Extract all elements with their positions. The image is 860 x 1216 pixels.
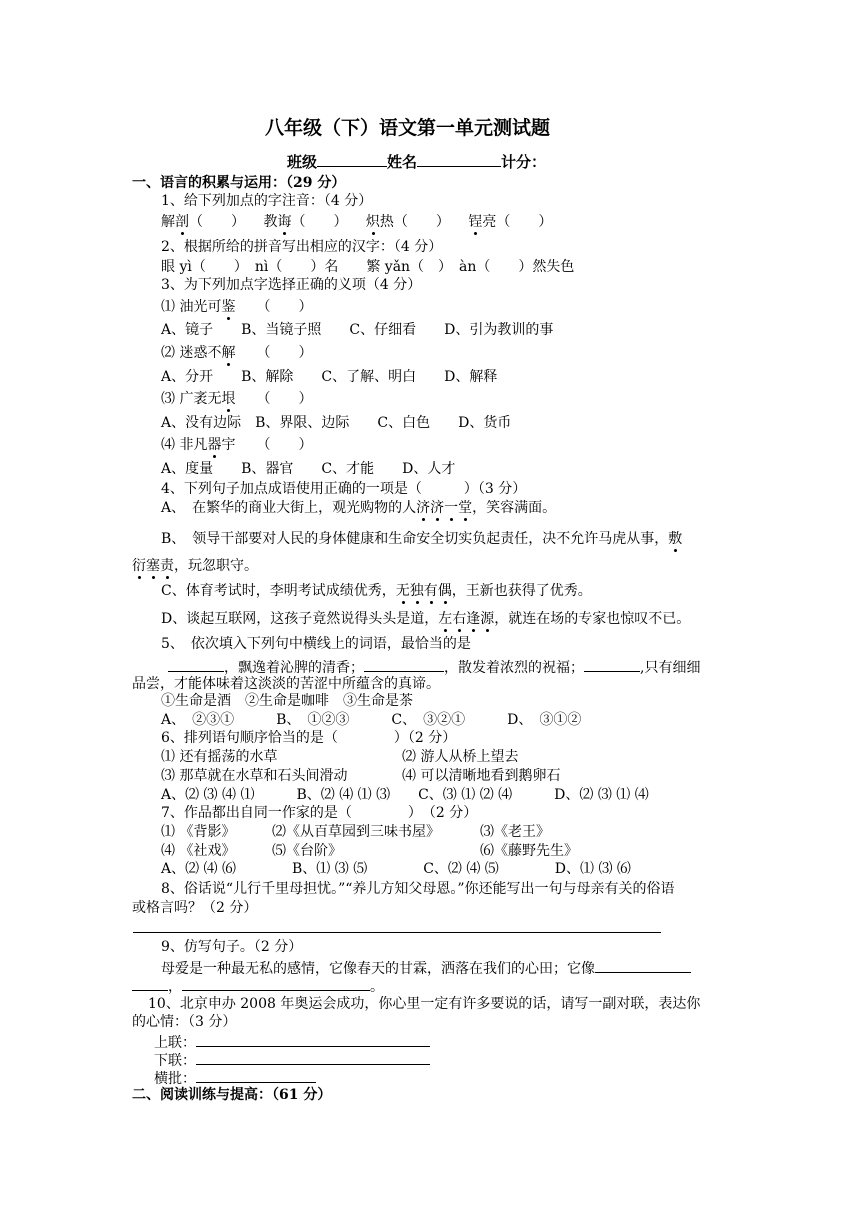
q10-prompt-cont: 的心情：（3 分） xyxy=(132,1014,237,1030)
q8-prompt-cont: 或格言吗？（2 分） xyxy=(132,900,258,916)
q5-sentence-cont: 品尝，才能体味着这淡淡的苦涩中所蕴含的真谛。 xyxy=(132,676,440,692)
q1-blank: （ ） xyxy=(291,214,348,230)
q2-prompt: 2、根据所给的拼音写出相应的汉字：（4 分） xyxy=(161,239,443,255)
upper-couplet-field[interactable] xyxy=(196,1032,430,1047)
q10-horizontal-scroll xyxy=(154,1068,316,1088)
score-label: 计分： xyxy=(501,153,547,171)
q3-options4: A、度量 B、器官 C、才能 D、人才 xyxy=(161,461,456,477)
q5-text: ，散发着浓烈的祝福； xyxy=(444,660,584,676)
q1-words xyxy=(161,213,552,231)
q5-blank-3[interactable] xyxy=(584,657,640,672)
q6-item3: ⑶ 那草就在水草和石头间滑动 xyxy=(161,768,348,784)
q5-text: ,只有细细 xyxy=(640,660,701,676)
q7-item1: ⑴ 《背影》 xyxy=(161,824,236,840)
class-field[interactable] xyxy=(317,152,387,167)
q4-text: B、 领导干部要对人民的身体健康和生命安全切实负起责任，决不允许马虎从事， xyxy=(161,531,669,547)
q2-line: 眼 yì（ ） nì（ ）名 繁 yǎn（ ） àn（ ）然失色 xyxy=(161,259,575,275)
emphasis-char: 独 xyxy=(409,583,424,599)
q4-text: ，笑容满面。 xyxy=(472,500,557,516)
q10-prompt: 10、北京申办 2008 年奥运会成功，你心里一定有许多要说的话，请写一副对联，表达你 xyxy=(148,996,701,1012)
name-label: 姓名 xyxy=(387,153,418,171)
q1-text: 亮（ ） xyxy=(482,214,553,230)
emphasis-char: 逢 xyxy=(466,611,481,627)
q6-item2: ⑵ 游人从桥上望去 xyxy=(402,749,519,765)
q3-options3: A、没有边际 B、界限、边际 C、白色 D、货币 xyxy=(161,415,512,431)
emphasis-char: 源 xyxy=(480,611,495,627)
q4-option-a xyxy=(161,499,556,517)
q1-blank: （ ） xyxy=(189,214,245,230)
horizontal-scroll-label: 横批： xyxy=(154,1071,196,1087)
q5-blank-2[interactable] xyxy=(364,657,444,672)
q3-text: ⑷ 非凡 xyxy=(161,437,208,453)
q4-option-b-cont xyxy=(132,557,258,575)
q3-blank: 宇 （ ） xyxy=(221,437,313,453)
q3-blank: （ ） xyxy=(235,299,313,315)
emphasis-char: 无 xyxy=(395,583,410,599)
emphasis-char: 堂 xyxy=(458,500,473,516)
q4-prompt: 4、下列句子加点成语使用正确的一项是（ ）（3 分） xyxy=(161,481,527,497)
q7-item6: ⑹《藤野先生》 xyxy=(480,843,578,859)
q3-item3 xyxy=(161,390,312,408)
q3-item1 xyxy=(161,298,312,316)
q4-text: C、体育考试时，李明考试成绩优秀， xyxy=(161,583,396,599)
emphasis-char: 锃 xyxy=(468,214,483,230)
q3-text: ⑵ 迷惑不 xyxy=(161,345,222,361)
emphasis-char: 一 xyxy=(444,500,459,516)
q4-option-d xyxy=(161,610,690,628)
q8-prompt: 8、俗话说“儿行千里母担忧。”“养儿方知父母恩。”你还能写出一句与母亲有关的俗语 xyxy=(161,881,675,897)
q6-item1: ⑴ 还有摇荡的水草 xyxy=(161,749,278,765)
emphasis-char: 偶 xyxy=(437,583,452,599)
q3-options1: A、镜子 B、当镜子照 C、仔细看 D、引为教训的事 xyxy=(161,322,554,338)
q10-lower-couplet xyxy=(154,1050,430,1070)
q9-blank-2[interactable] xyxy=(132,976,168,991)
q4-option-b xyxy=(161,530,682,548)
q6-options: A、⑵ ⑶ ⑷ ⑴ B、⑵ ⑷ ⑴ ⑶ C、⑶ ⑴ ⑵ ⑷ D、⑵ ⑶ ⑴ ⑷ xyxy=(161,787,649,803)
q9-text: 母爱是一种最无私的感情，它像春天的甘霖，洒落在我们的心田；它像 xyxy=(161,961,595,977)
q4-text: D、谈起互联网，这孩子竟然说得头头是道， xyxy=(161,611,439,627)
q4-text: ，就连在场的专家也惊叹不已。 xyxy=(494,611,691,627)
q9-sentence-cont: ， 。 xyxy=(132,976,384,996)
emphasis-char: 济 xyxy=(430,500,445,516)
q1-text: 教 xyxy=(263,214,278,230)
q4-text: A、 在繁华的商业大街上，观光购物的人 xyxy=(161,500,417,516)
emphasis-char: 济 xyxy=(416,500,431,516)
q9-text: 。 xyxy=(370,979,384,995)
name-field[interactable] xyxy=(417,152,501,167)
q9-blank-3[interactable] xyxy=(182,976,370,991)
q1-text: 热（ ） xyxy=(379,214,450,230)
emphasis-char: 炽 xyxy=(365,214,380,230)
q10-upper-couplet xyxy=(154,1032,430,1052)
page-title: 八年级（下）语文第一单元测试题 xyxy=(265,117,551,139)
q4-option-c xyxy=(161,582,592,600)
q5-blank-1[interactable] xyxy=(168,657,224,672)
q7-item5: ⑸《台阶》 xyxy=(272,843,342,859)
lower-couplet-field[interactable] xyxy=(196,1050,430,1065)
q4-text: ，玩忽职守。 xyxy=(174,558,258,574)
q3-blank: （ ） xyxy=(235,391,313,407)
q3-text: ⑶ 广袤无 xyxy=(161,391,222,407)
q7-prompt: 7、作品都出自同一作家的是（ ） （2 分） xyxy=(161,805,478,821)
section2-heading: 二、阅读训练与提高：（61 分） xyxy=(132,1087,332,1103)
q7-item4: ⑷ 《社戏》 xyxy=(161,843,236,859)
q7-item3: ⑶《老王》 xyxy=(480,824,550,840)
emphasis-char: 诲 xyxy=(277,214,292,230)
emphasis-char: 有 xyxy=(423,583,438,599)
upper-couplet-label: 上联： xyxy=(154,1035,196,1051)
q8-answer-line[interactable] xyxy=(133,932,661,933)
q1-prompt: 1、给下列加点的字注音：（4 分） xyxy=(161,193,373,209)
emphasis-char: 左 xyxy=(438,611,453,627)
emphasis-char: 衍 xyxy=(132,558,146,574)
emphasis-char: 塞 xyxy=(146,558,160,574)
q9-sentence xyxy=(161,958,691,978)
section1-heading: 一、语言的积累与运用：（29 分） xyxy=(132,175,346,191)
q7-options: A、⑵ ⑷ ⑹ B、⑴ ⑶ ⑸ C、⑵ ⑷ ⑸ D、⑴ ⑶ ⑹ xyxy=(161,861,631,877)
q9-prompt: 9、仿写句子。（2 分） xyxy=(161,939,303,955)
emphasis-char: 解 xyxy=(221,345,236,361)
q6-prompt: 6、排列语句顺序恰当的是（ ）（2 分） xyxy=(161,730,457,746)
lower-couplet-label: 下联： xyxy=(154,1053,196,1069)
emphasis-char: 责 xyxy=(160,558,174,574)
emphasis-char: 剖 xyxy=(175,214,189,230)
emphasis-char: 右 xyxy=(452,611,467,627)
q3-blank: （ ） xyxy=(235,345,313,361)
emphasis-char: 敷 xyxy=(668,531,683,547)
emphasis-char: 鉴 xyxy=(221,299,236,315)
q7-item2: ⑵《从百草园到三味书屋》 xyxy=(272,824,440,840)
q3-text: ⑴ 油光可 xyxy=(161,299,222,315)
student-info-line xyxy=(287,152,546,171)
q6-item4: ⑷ 可以清晰地看到鹅卵石 xyxy=(402,768,561,784)
q5-items: ①生命是酒 ②生命是咖啡 ③生命是茶 xyxy=(161,693,413,709)
q3-item4 xyxy=(161,436,312,454)
q5-options: A、 ②③① B、 ①②③ C、 ③②① D、 ③①② xyxy=(161,712,582,728)
q5-text: ，飘逸着沁脾的清香； xyxy=(224,660,364,676)
q3-options2: A、分开 B、解除 C、了解、明白 D、解释 xyxy=(161,369,498,385)
q9-blank-1[interactable] xyxy=(595,958,691,973)
q5-sentence xyxy=(168,657,700,677)
emphasis-char: 器 xyxy=(207,437,222,453)
emphasis-char: 垠 xyxy=(221,391,236,407)
horizontal-scroll-field[interactable] xyxy=(196,1068,316,1083)
q3-prompt: 3、为下列加点字选择正确的义项（4 分） xyxy=(161,277,422,293)
q3-item2 xyxy=(161,344,312,362)
class-label: 班级 xyxy=(287,153,318,171)
q5-prompt: 5、 依次填入下列句中横线上的词语，最恰当的是 xyxy=(161,636,471,652)
q1-text: 解 xyxy=(161,214,175,230)
q4-text: ，王新也获得了优秀。 xyxy=(451,583,592,599)
